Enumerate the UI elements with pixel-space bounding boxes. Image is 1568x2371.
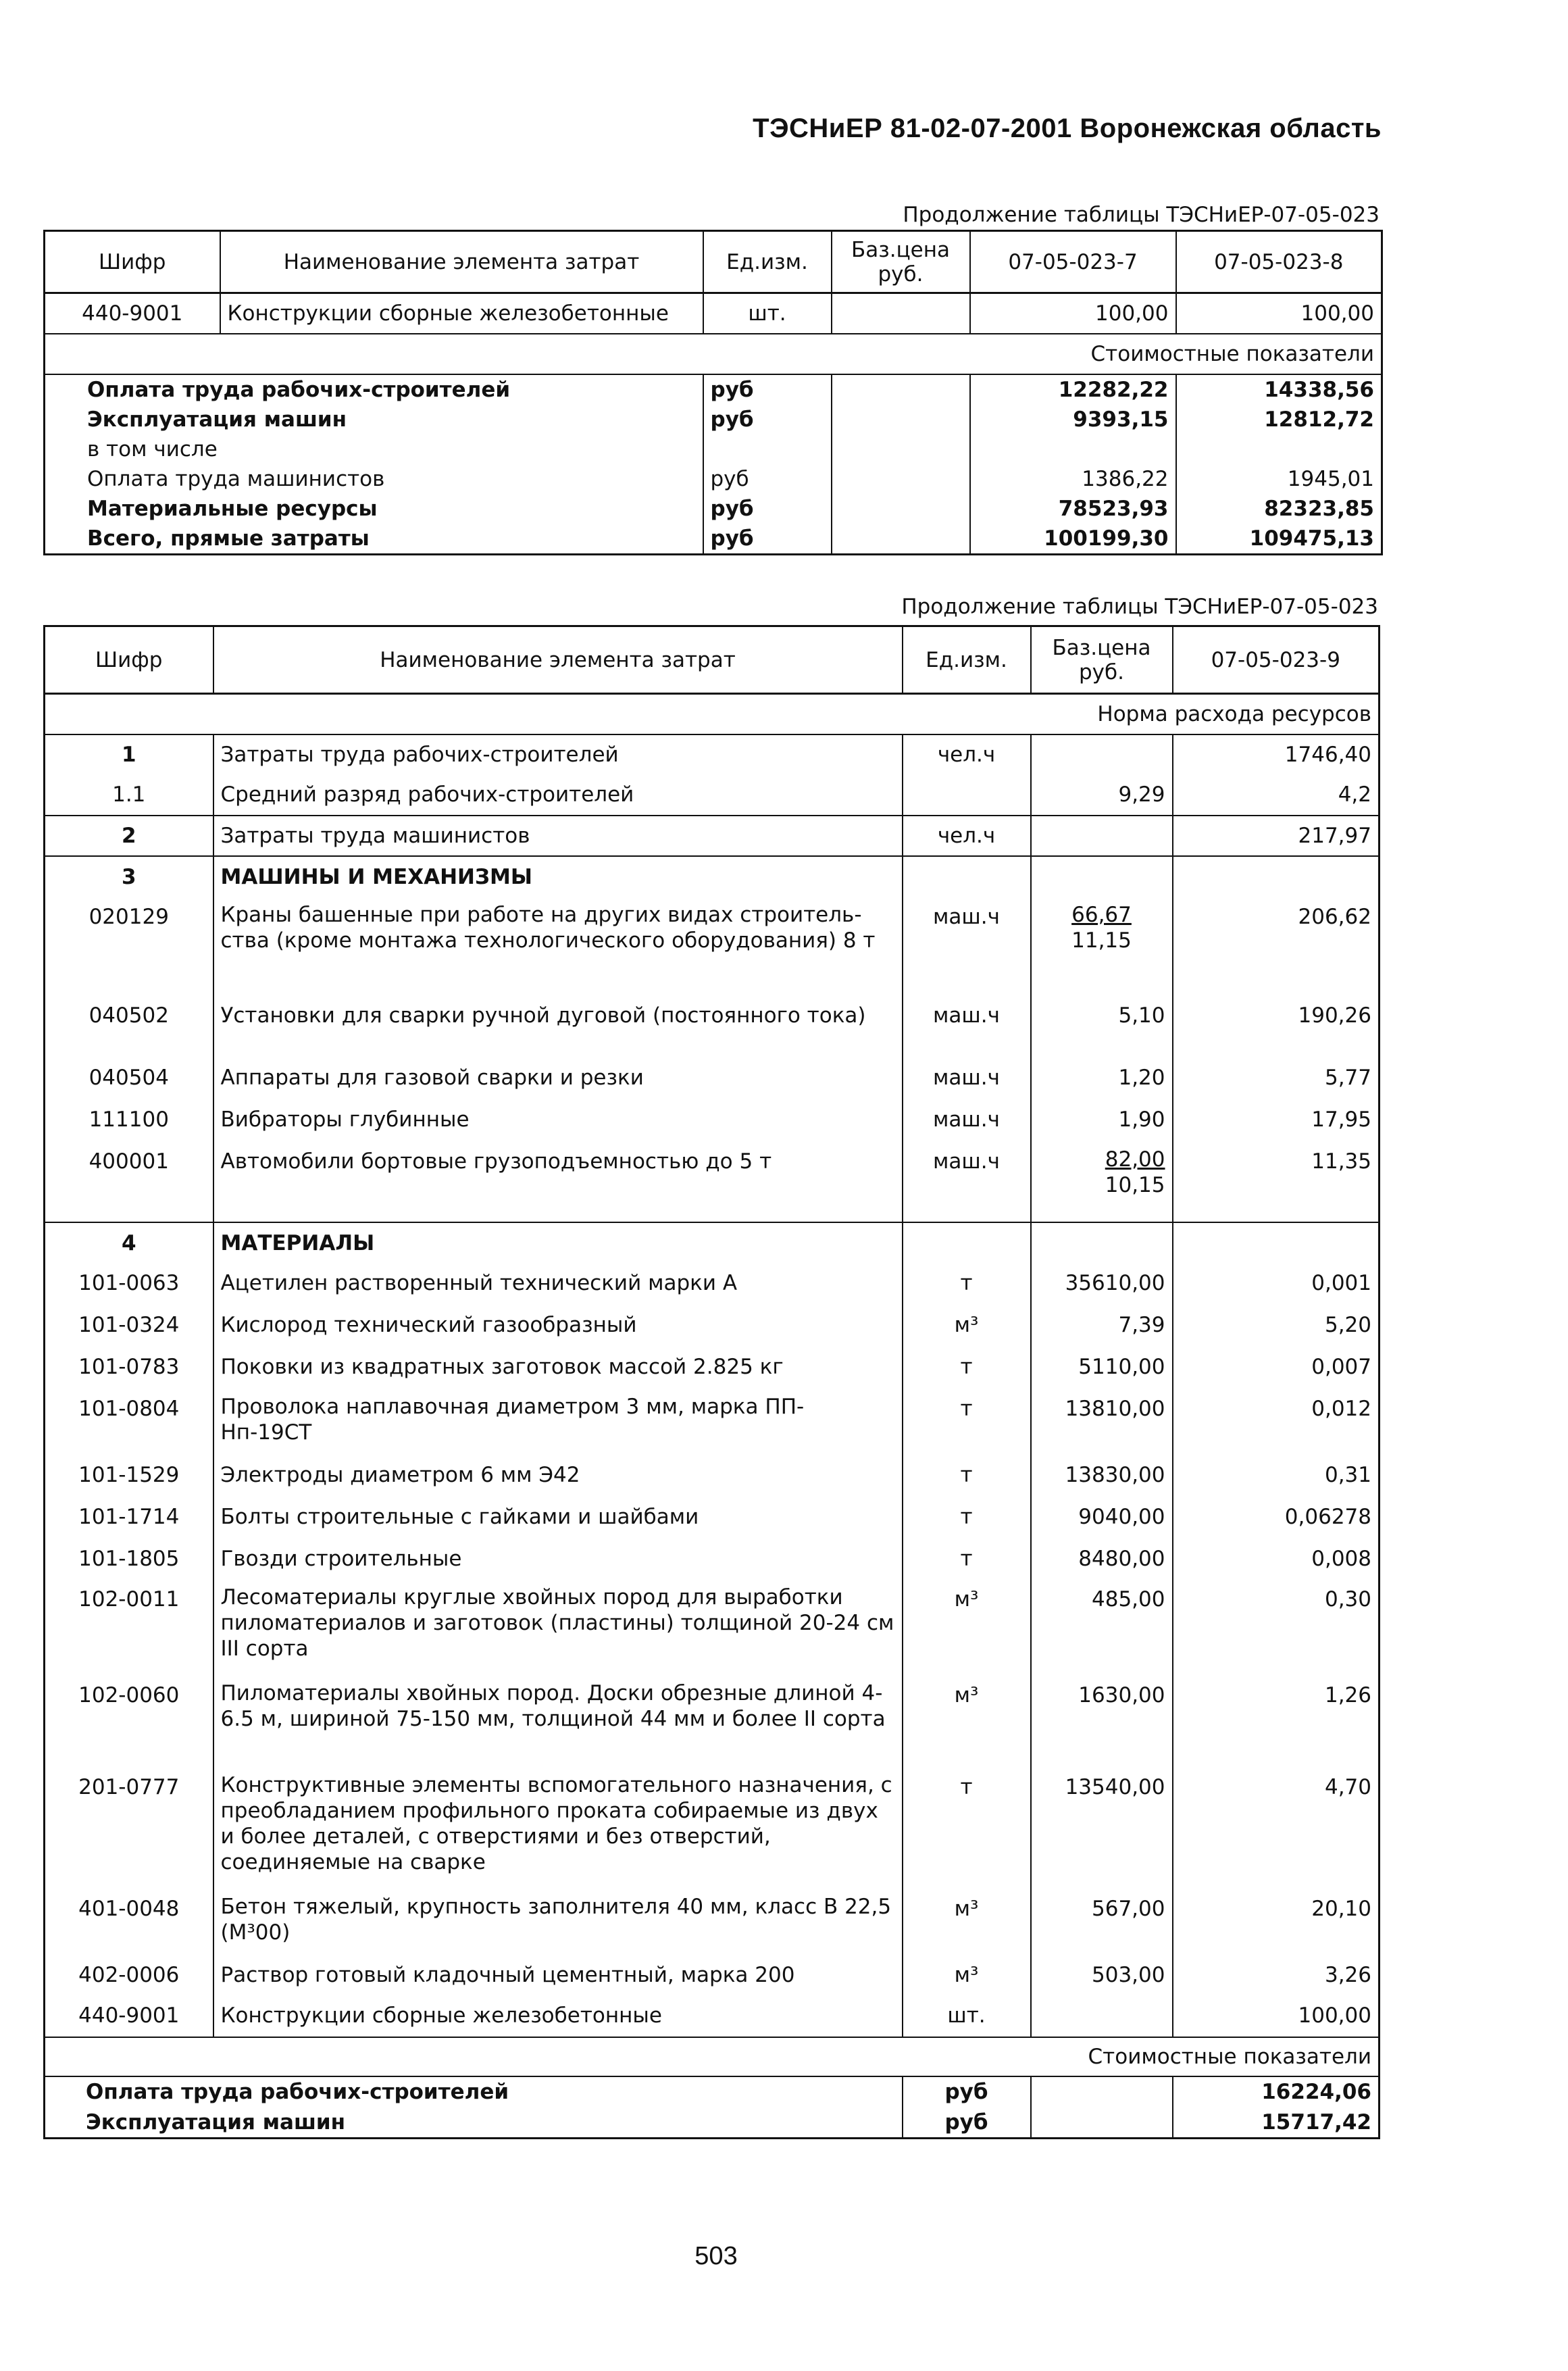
table-row bbox=[45, 734, 1380, 775]
row-unit: м³ bbox=[903, 1676, 1031, 1768]
row-unit bbox=[903, 775, 1031, 816]
row-unit: маш.ч bbox=[903, 1143, 1031, 1222]
row-value: 20,10 bbox=[1311, 1896, 1371, 1921]
row-value: 4,2 bbox=[1173, 775, 1380, 816]
col-header-07-05-023-7: 07-05-023-7 bbox=[970, 231, 1176, 293]
row-value: 190,26 bbox=[1298, 1003, 1371, 1028]
row-code: 2 bbox=[45, 816, 213, 856]
table-row bbox=[45, 1264, 1380, 1306]
row-code: 040504 bbox=[45, 1059, 213, 1101]
row-code: 020129 bbox=[45, 898, 213, 997]
row-unit: м³ bbox=[903, 1890, 1031, 1956]
cost-value-2: 1945,01 bbox=[1287, 466, 1374, 491]
cost-unit bbox=[703, 434, 832, 464]
row-code: 101-0324 bbox=[45, 1306, 213, 1348]
row-code: 102-0060 bbox=[45, 1676, 213, 1768]
row-price: 1,90 bbox=[1031, 1101, 1173, 1143]
price-secondary: 11,15 bbox=[1071, 928, 1132, 953]
row-name: Аппараты для газовой сварки и резки bbox=[213, 1059, 903, 1101]
row-name: Бетон тяжелый, крупность заполнителя 40 мм, класс В 22,5 (М³00) bbox=[213, 1890, 903, 1956]
table-row bbox=[45, 1997, 1380, 2037]
cost-price bbox=[832, 374, 970, 405]
table2-caption: Продолжение таблицы ТЭСНиЕР-07-05-023 bbox=[901, 595, 1378, 619]
cost-value-1: 78523,93 bbox=[970, 494, 1176, 524]
col-header-price: Баз.цена руб. bbox=[832, 231, 970, 293]
table-row bbox=[45, 898, 1380, 997]
cost-unit: руб bbox=[703, 374, 832, 405]
table-row bbox=[45, 405, 1382, 434]
cost-value-1: 100199,30 bbox=[970, 524, 1176, 555]
row-price: 13810,00 bbox=[1031, 1390, 1173, 1456]
col-header-code: Шифр bbox=[45, 626, 213, 694]
section-label: Стоимостные показатели bbox=[45, 2037, 1380, 2076]
cost-value-2: 109475,13 bbox=[1249, 526, 1374, 551]
row-name: Проволока наплавочная диаметром 3 мм, марка ПП-Нп-19СТ bbox=[213, 1390, 903, 1456]
table-row bbox=[45, 293, 1382, 334]
section-label-row bbox=[45, 694, 1380, 734]
row-code: 101-1805 bbox=[45, 1540, 213, 1580]
row-name: Конструкции сборные железобетонные bbox=[213, 1997, 903, 2037]
row-code: 201-0777 bbox=[45, 1768, 213, 1890]
section-label-row bbox=[45, 2037, 1380, 2076]
page-number: 503 bbox=[694, 2242, 738, 2270]
col-header-unit: Ед.изм. bbox=[703, 231, 832, 293]
row-price bbox=[1031, 898, 1173, 997]
row-code: 102-0011 bbox=[45, 1580, 213, 1676]
col-header-unit: Ед.изм. bbox=[903, 626, 1031, 694]
row-value: 0,012 bbox=[1311, 1396, 1371, 1421]
cost-unit: руб bbox=[703, 524, 832, 555]
row-unit: м³ bbox=[903, 1580, 1031, 1676]
row-price: 8480,00 bbox=[1031, 1540, 1173, 1580]
cost-value-1: 9393,15 bbox=[970, 405, 1176, 434]
row-code: 040502 bbox=[45, 997, 213, 1059]
table-row bbox=[45, 1456, 1380, 1498]
price-underlined: 66,67 bbox=[1071, 902, 1132, 927]
table-row bbox=[45, 1390, 1380, 1456]
cost-value-1 bbox=[970, 434, 1176, 464]
row-name: Затраты труда машинистов bbox=[213, 816, 903, 856]
cost-name: Материальные ресурсы bbox=[45, 494, 703, 524]
row-value: 0,007 bbox=[1311, 1354, 1371, 1379]
table-row bbox=[45, 997, 1380, 1059]
row-value: 5,77 bbox=[1324, 1065, 1371, 1090]
col-header-07-05-023-9: 07-05-023-9 bbox=[1173, 626, 1380, 694]
row-price bbox=[1031, 1997, 1173, 2037]
cost-name: Оплата труда рабочих-строителей bbox=[45, 2076, 903, 2107]
row-price: 13540,00 bbox=[1031, 1768, 1173, 1890]
row-unit: т bbox=[903, 1768, 1031, 1890]
row-code: 440-9001 bbox=[45, 1997, 213, 2037]
cost-value-2: 82323,85 bbox=[1264, 496, 1374, 521]
row-name: Гвозди строительные bbox=[213, 1540, 903, 1580]
row-name: Краны башенные при работе на других видах строитель-ства (кроме монтажа технологического оборудования) 8 т bbox=[213, 898, 903, 997]
col-header-07-05-023-8: 07-05-023-8 bbox=[1176, 231, 1382, 293]
row-code: 4 bbox=[45, 1222, 213, 1264]
row-unit: шт. bbox=[703, 293, 832, 334]
price-secondary: 10,15 bbox=[1105, 1172, 1165, 1197]
row-unit: шт. bbox=[903, 1997, 1031, 2037]
row-unit: маш.ч bbox=[903, 898, 1031, 997]
table-row bbox=[45, 1540, 1380, 1580]
cost-price bbox=[832, 405, 970, 434]
row-code: 402-0006 bbox=[45, 1956, 213, 1997]
row-name: Конструкции сборные железобетонные bbox=[220, 293, 703, 334]
table-row bbox=[45, 816, 1380, 856]
row-code: 440-9001 bbox=[45, 293, 220, 334]
row-value: 0,30 bbox=[1324, 1587, 1371, 1612]
row-code: 3 bbox=[45, 856, 213, 898]
price-underlined: 82,00 bbox=[1105, 1147, 1165, 1172]
row-value: 100,00 bbox=[1173, 1997, 1380, 2037]
row-unit: маш.ч bbox=[903, 1101, 1031, 1143]
col-header-name: Наименование элемента затрат bbox=[213, 626, 903, 694]
row-name: Кислород технический газообразный bbox=[213, 1306, 903, 1348]
row-price bbox=[832, 293, 970, 334]
row-price: 1630,00 bbox=[1031, 1676, 1173, 1768]
table-row bbox=[45, 1059, 1380, 1101]
row-name: Болты строительные с гайками и шайбами bbox=[213, 1498, 903, 1540]
row-price: 5,10 bbox=[1031, 997, 1173, 1059]
row-value: 0,008 bbox=[1311, 1546, 1371, 1571]
row-value: 5,20 bbox=[1324, 1312, 1371, 1337]
row-name: Лесоматериалы круглые хвойных пород для выработки пиломатериалов и заготовок (пластины) толщиной 20-24 см III сорта bbox=[213, 1580, 903, 1676]
table-row bbox=[45, 1956, 1380, 1997]
row-price: 7,39 bbox=[1031, 1306, 1173, 1348]
row-price: 9,29 bbox=[1031, 775, 1173, 816]
row-code: 1.1 bbox=[45, 775, 213, 816]
row-price bbox=[1031, 1143, 1173, 1222]
row-unit: т bbox=[903, 1456, 1031, 1498]
table-row bbox=[45, 1143, 1380, 1222]
section-header-row bbox=[45, 856, 1380, 898]
row-unit: т bbox=[903, 1498, 1031, 1540]
row-price: 503,00 bbox=[1031, 1956, 1173, 1997]
table1-header-row bbox=[45, 231, 1382, 293]
cost-price bbox=[832, 464, 970, 494]
cost-unit: руб bbox=[703, 464, 832, 494]
row-price: 1,20 bbox=[1031, 1059, 1173, 1101]
cost-name: Оплата труда рабочих-строителей bbox=[45, 374, 703, 405]
row-value: 11,35 bbox=[1173, 1143, 1380, 1222]
table2 bbox=[43, 625, 1380, 2139]
row-value: 17,95 bbox=[1311, 1107, 1371, 1132]
row-code: 400001 bbox=[45, 1143, 213, 1222]
row-value: 0,001 bbox=[1311, 1270, 1371, 1295]
table-row bbox=[45, 464, 1382, 494]
row-name: Автомобили бортовые грузоподъемностью до 5 т bbox=[213, 1143, 903, 1222]
table-row bbox=[45, 1348, 1380, 1390]
cost-price bbox=[832, 434, 970, 464]
row-value-2: 100,00 bbox=[1176, 293, 1382, 334]
cost-unit: руб bbox=[703, 494, 832, 524]
row-code: 101-1529 bbox=[45, 1456, 213, 1498]
table-row bbox=[45, 1498, 1380, 1540]
row-code: 101-0804 bbox=[45, 1390, 213, 1456]
row-value: 4,70 bbox=[1324, 1774, 1371, 1799]
cost-name: Всего, прямые затраты bbox=[45, 524, 703, 555]
cost-name: в том числе bbox=[45, 434, 703, 464]
row-code: 111100 bbox=[45, 1101, 213, 1143]
table1 bbox=[43, 230, 1383, 555]
row-value: 0,31 bbox=[1324, 1462, 1371, 1487]
cost-value-2: 14338,56 bbox=[1264, 377, 1374, 402]
cost-value-2 bbox=[1176, 434, 1382, 464]
table-row bbox=[45, 1676, 1380, 1768]
row-unit: т bbox=[903, 1540, 1031, 1580]
page-header-title: ТЭСНиЕР 81-02-07-2001 Воронежская область bbox=[753, 114, 1382, 143]
row-unit: м³ bbox=[903, 1306, 1031, 1348]
row-value: 1746,40 bbox=[1284, 743, 1371, 767]
row-price: 5110,00 bbox=[1031, 1348, 1173, 1390]
row-value: 0,06278 bbox=[1284, 1504, 1371, 1529]
table-row bbox=[45, 1890, 1380, 1956]
row-code: 101-0063 bbox=[45, 1264, 213, 1306]
cost-name: Оплата труда машинистов bbox=[45, 464, 703, 494]
row-price: 35610,00 bbox=[1031, 1264, 1173, 1306]
row-unit: чел.ч bbox=[903, 734, 1031, 775]
row-price: 567,00 bbox=[1031, 1890, 1173, 1956]
row-code: 101-0783 bbox=[45, 1348, 213, 1390]
cost-unit: руб bbox=[903, 2107, 1031, 2139]
row-name: Пиломатериалы хвойных пород. Доски обрезные длиной 4-6.5 м, шириной 75-150 мм, толщиной 44 мм и более II сорта bbox=[213, 1676, 903, 1768]
row-price: 9040,00 bbox=[1031, 1498, 1173, 1540]
row-name: Ацетилен растворенный технический марки А bbox=[213, 1264, 903, 1306]
table1-caption: Продолжение таблицы ТЭСНиЕР-07-05-023 bbox=[903, 203, 1380, 227]
cost-value: 16224,06 bbox=[1261, 2080, 1371, 2104]
row-name: Раствор готовый кладочный цементный, марка 200 bbox=[213, 1956, 903, 1997]
row-price bbox=[1031, 734, 1173, 775]
cost-price bbox=[832, 494, 970, 524]
table-row bbox=[45, 374, 1382, 405]
row-price: 485,00 bbox=[1031, 1580, 1173, 1676]
row-value: 3,26 bbox=[1324, 1962, 1371, 1987]
row-value-1: 100,00 bbox=[970, 293, 1176, 334]
table2-header-row bbox=[45, 626, 1380, 694]
row-name: Конструктивные элементы вспомогательного назначения, с преобладанием профильного проката собираемые из двух и более деталей, с отверстиями и без отверстий, соединяемые на сварке bbox=[213, 1768, 903, 1890]
cost-price bbox=[1031, 2076, 1173, 2107]
row-unit: т bbox=[903, 1264, 1031, 1306]
row-unit: маш.ч bbox=[903, 997, 1031, 1059]
row-value: 1,26 bbox=[1324, 1682, 1371, 1707]
cost-value: 15717,42 bbox=[1261, 2110, 1371, 2135]
table-row bbox=[45, 1580, 1380, 1676]
cost-name: Эксплуатация машин bbox=[45, 405, 703, 434]
row-value: 206,62 bbox=[1298, 904, 1371, 929]
row-value: 217,97 bbox=[1173, 816, 1380, 856]
table-row bbox=[45, 2107, 1380, 2139]
row-name: Вибраторы глубинные bbox=[213, 1101, 903, 1143]
cost-price bbox=[832, 524, 970, 555]
section-label: Норма расхода ресурсов bbox=[45, 694, 1380, 734]
cost-unit: руб bbox=[903, 2076, 1031, 2107]
row-unit: т bbox=[903, 1348, 1031, 1390]
table-row bbox=[45, 775, 1380, 816]
cost-value-2: 12812,72 bbox=[1264, 407, 1374, 432]
cost-name: Эксплуатация машин bbox=[45, 2107, 903, 2139]
row-unit: чел.ч bbox=[903, 816, 1031, 856]
row-price bbox=[1031, 816, 1173, 856]
row-name: Установки для сварки ручной дуговой (постоянного тока) bbox=[213, 997, 903, 1059]
col-header-price: Баз.цена руб. bbox=[1031, 626, 1173, 694]
row-unit: маш.ч bbox=[903, 1059, 1031, 1101]
row-unit: т bbox=[903, 1390, 1031, 1456]
table-row bbox=[45, 2076, 1380, 2107]
cost-value-1: 12282,22 bbox=[970, 374, 1176, 405]
table-row bbox=[45, 494, 1382, 524]
row-name: МАШИНЫ И МЕХАНИЗМЫ bbox=[213, 856, 903, 898]
row-name: МАТЕРИАЛЫ bbox=[213, 1222, 903, 1264]
cost-unit: руб bbox=[703, 405, 832, 434]
row-price: 13830,00 bbox=[1031, 1456, 1173, 1498]
row-name: Затраты труда рабочих-строителей bbox=[213, 734, 903, 775]
cost-value-1: 1386,22 bbox=[970, 464, 1176, 494]
section-label: Стоимостные показатели bbox=[45, 334, 1382, 374]
row-name: Поковки из квадратных заготовок массой 2.825 кг bbox=[213, 1348, 903, 1390]
row-code: 401-0048 bbox=[45, 1890, 213, 1956]
table-row bbox=[45, 1306, 1380, 1348]
row-unit: м³ bbox=[903, 1956, 1031, 1997]
row-code: 101-1714 bbox=[45, 1498, 213, 1540]
table-row bbox=[45, 1101, 1380, 1143]
cost-price bbox=[1031, 2107, 1173, 2139]
row-name: Средний разряд рабочих-строителей bbox=[213, 775, 903, 816]
section-label-row bbox=[45, 334, 1382, 374]
table-row bbox=[45, 1768, 1380, 1890]
row-name: Электроды диаметром 6 мм Э42 bbox=[213, 1456, 903, 1498]
col-header-name: Наименование элемента затрат bbox=[220, 231, 703, 293]
table-row bbox=[45, 434, 1382, 464]
section-header-row bbox=[45, 1222, 1380, 1264]
col-header-code: Шифр bbox=[45, 231, 220, 293]
row-code: 1 bbox=[45, 734, 213, 775]
table-row bbox=[45, 524, 1382, 555]
